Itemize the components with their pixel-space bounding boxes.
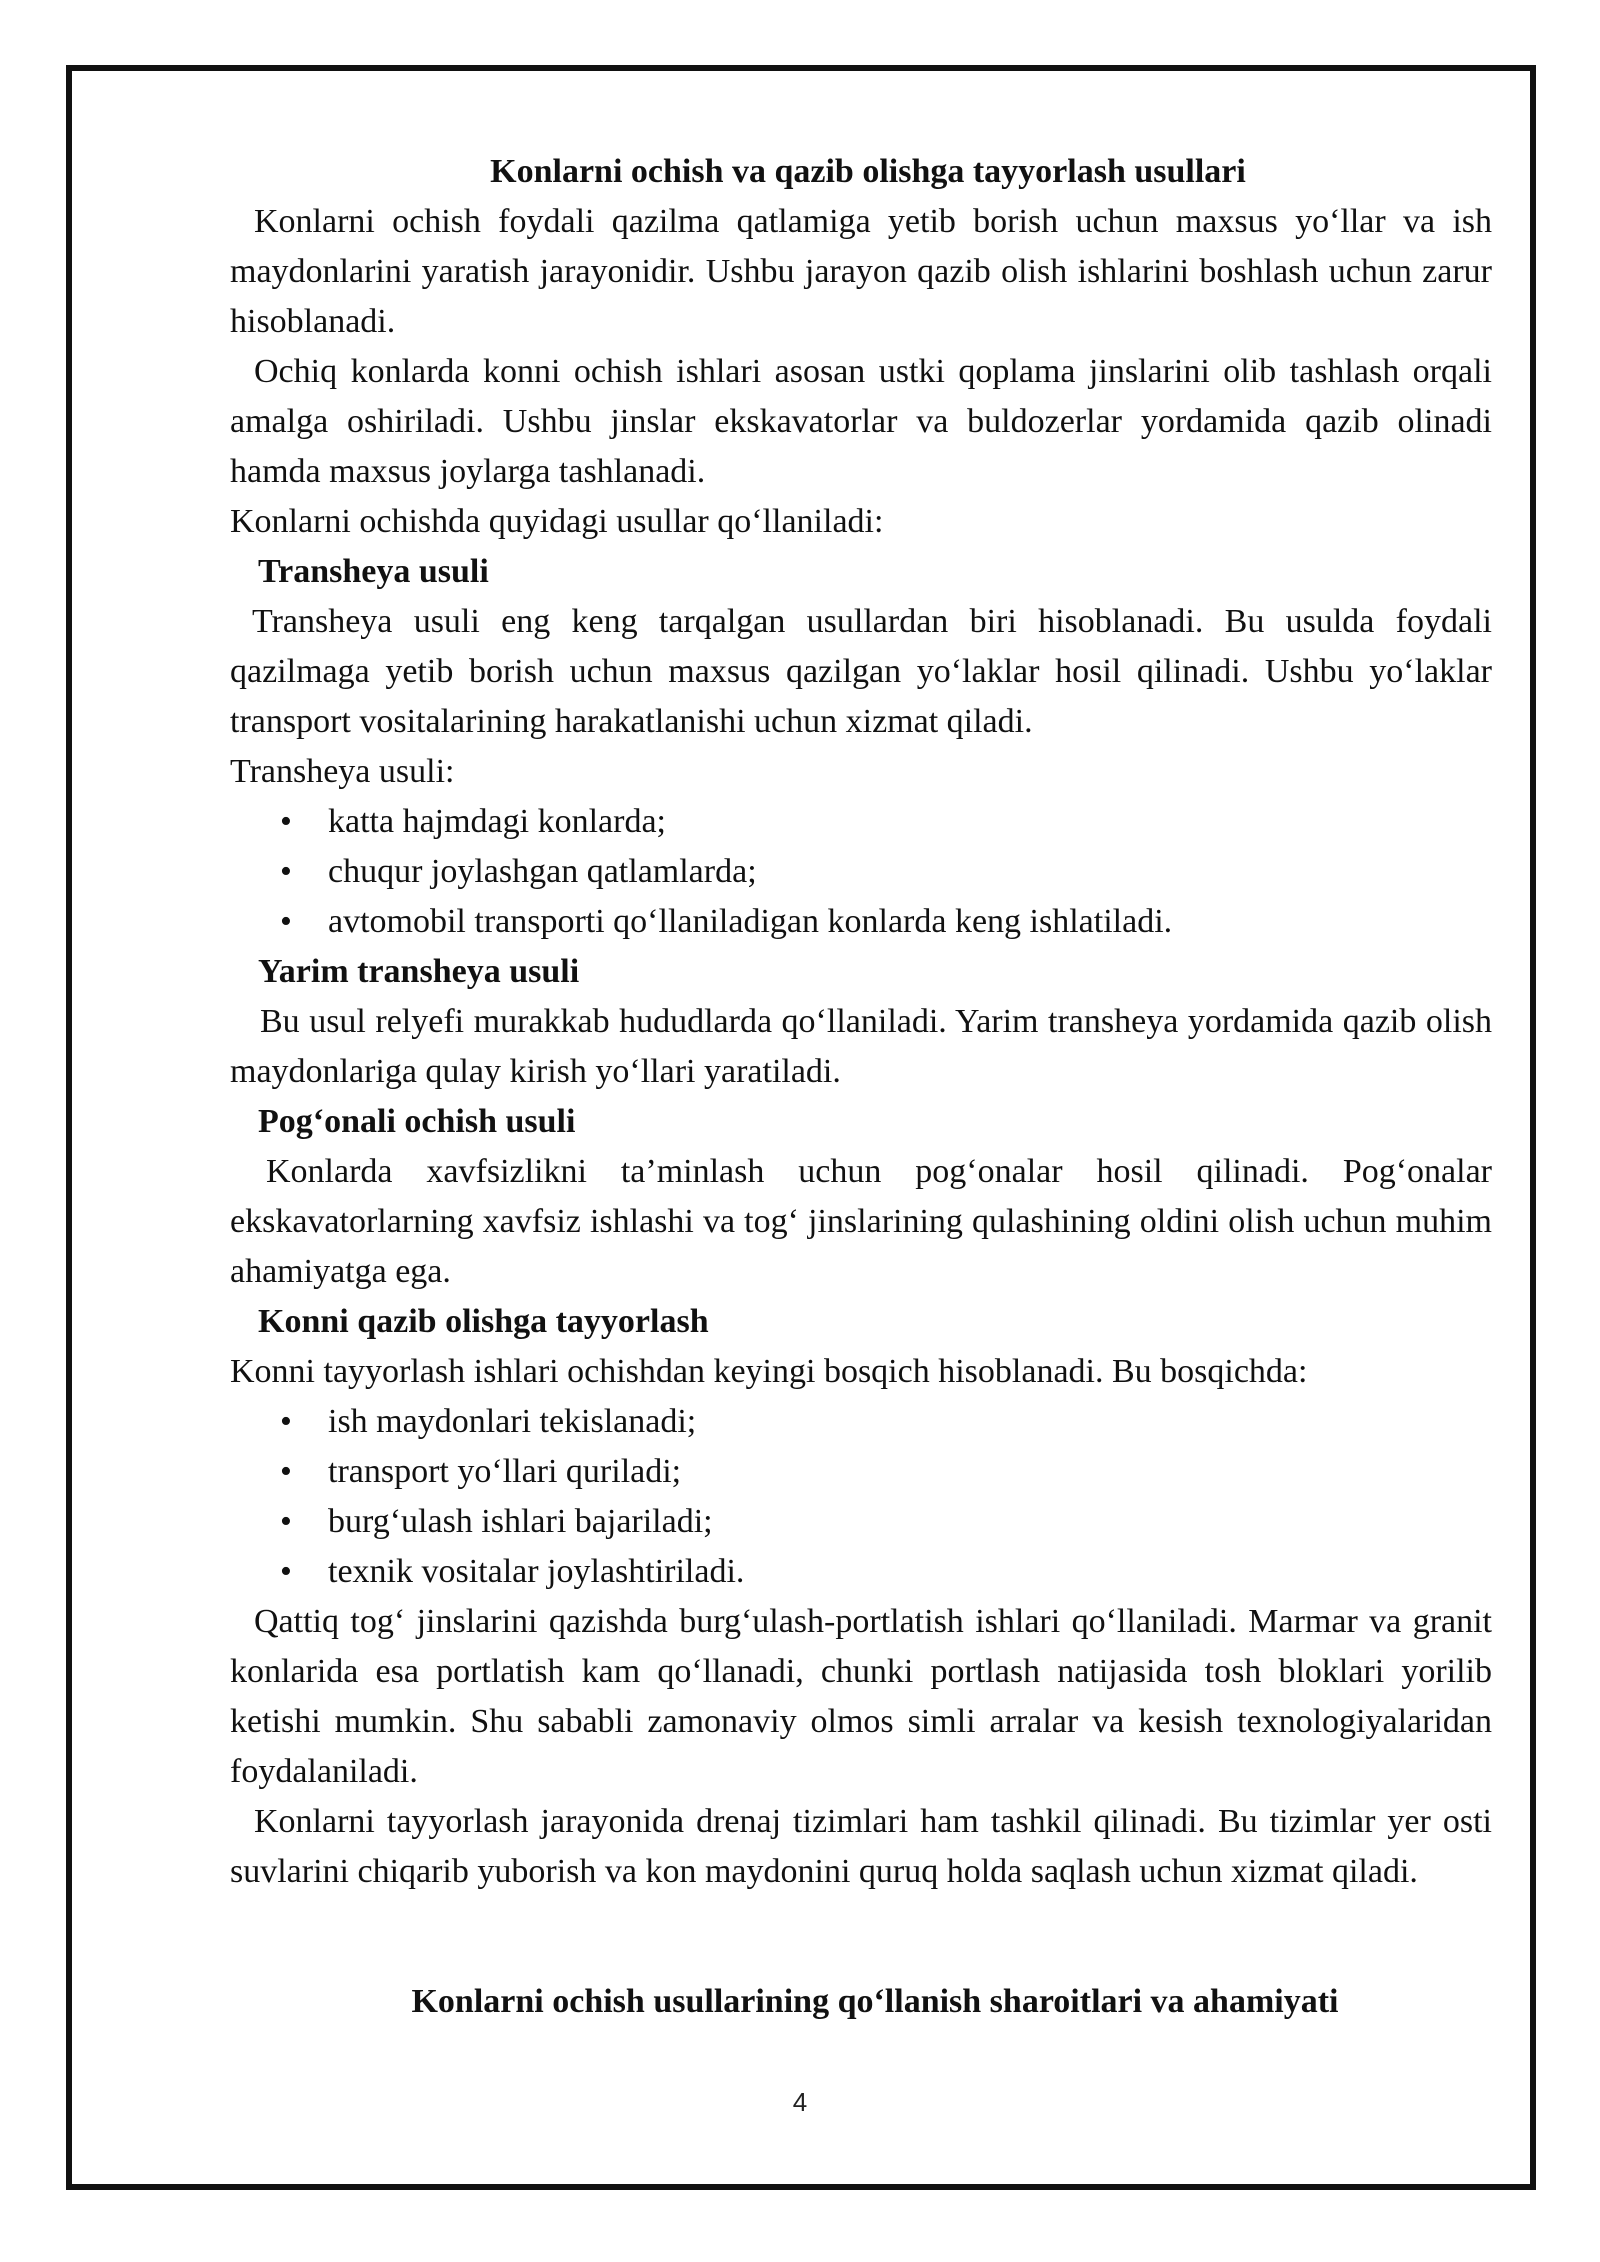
list-item [230, 1447, 1492, 1497]
list-item-text: ish maydonlari tekislanadi; [328, 1403, 697, 1440]
intro-paragraph-1: Konlarni ochish foydali qazilma qatlamiga yetib borish uchun maxsus yo‘llar va ish maydonlarini yaratish jarayonidir. Ushbu jarayon qazib olish ishlarini boshlash uchun zarur hisoblanadi. [230, 203, 1492, 340]
next-section-heading: Konlarni ochish usullarining qo‘llanish sharoitlari va ahamiyati [411, 1983, 1339, 2020]
document-body [230, 147, 1492, 2027]
bullet-icon: • [280, 1453, 292, 1490]
intro-paragraph-2: Ochiq konlarda konni ochish ishlari asosan ustki qoplama jinslarini olib tashlash orqali amalga oshiriladi. Ushbu jinslar ekskavatorlar va buldozerlar yordamida qazib olinadi hamda maxsus joylarga tashlanadi. [230, 353, 1492, 490]
bullet-icon: • [280, 1503, 292, 1540]
transheya-paragraph: Transheya usuli eng keng tarqalgan usullardan biri hisoblanadi. Bu usulda foydali qazilmaga yetib borish uchun maxsus qazilgan yo‘laklar hosil qilinadi. Ushbu yo‘laklar transport vositalarining harakatlanishi uchun xizmat qiladi. [230, 603, 1492, 740]
tayyorlash-list [230, 1397, 1492, 1597]
tayyorlash-heading: Konni qazib olishga tayyorlash [258, 1303, 709, 1340]
yarim-transheya-paragraph: Bu usul relyefi murakkab hududlarda qo‘llaniladi. Yarim transheya yordamida qazib olish maydonlariga qulay kirish yo‘llari yaratiladi. [230, 1003, 1492, 1090]
tayyorlash-intro: Konni tayyorlash ishlari ochishdan keyingi bosqich hisoblanadi. Bu bosqichda: [230, 1353, 1308, 1390]
bullet-icon: • [280, 803, 292, 840]
transheya-heading: Transheya usuli [258, 553, 489, 590]
list-item-text: chuqur joylashgan qatlamlarda; [328, 853, 757, 890]
methods-intro: Konlarni ochishda quyidagi usullar qo‘llaniladi: [230, 503, 884, 540]
list-item-text: texnik vositalar joylashtiriladi. [328, 1553, 745, 1590]
yarim-transheya-heading: Yarim transheya usuli [258, 953, 580, 990]
list-item [230, 897, 1492, 947]
bullet-icon: • [280, 1553, 292, 1590]
list-item [230, 1547, 1492, 1597]
tayyorlash-paragraph-1: Qattiq tog‘ jinslarini qazishda burg‘ulash-portlatish ishlari qo‘llaniladi. Marmar va granit konlarida esa portlatish kam qo‘llanadi, chunki portlash natijasida tosh bloklari yorilib ketishi mumkin. Shu sababli zamonaviy olmos simli arralar va kesish texnologiyalaridan foydalaniladi. [230, 1603, 1492, 1790]
bullet-icon: • [280, 1403, 292, 1440]
section-spacer [230, 1897, 1492, 1977]
list-item [230, 1397, 1492, 1447]
bullet-icon: • [280, 903, 292, 940]
transheya-list-label: Transheya usuli: [230, 753, 455, 790]
pogonali-paragraph: Konlarda xavfsizlikni ta’minlash uchun pog‘onalar hosil qilinadi. Pog‘onalar ekskavatorlarning xavfsiz ishlashi va tog‘ jinslarining qulashining oldini olish uchun muhim ahamiyatga ega. [230, 1153, 1492, 1290]
list-item-text: katta hajmdagi konlarda; [328, 803, 666, 840]
list-item-text: burg‘ulash ishlari bajariladi; [328, 1503, 713, 1540]
list-item [230, 797, 1492, 847]
list-item-text: transport yo‘llari quriladi; [328, 1453, 682, 1490]
bullet-icon: • [280, 853, 292, 890]
page-title: Konlarni ochish va qazib olishga tayyorlash usullari [490, 153, 1246, 190]
list-item [230, 1497, 1492, 1547]
pogonali-heading: Pog‘onali ochish usuli [258, 1103, 576, 1140]
tayyorlash-paragraph-2: Konlarni tayyorlash jarayonida drenaj tizimlari ham tashkil qilinadi. Bu tizimlar yer osti suvlarini chiqarib yuborish va kon maydonini quruq holda saqlash uchun xizmat qiladi. [230, 1803, 1492, 1890]
page-number: 4 [792, 2087, 808, 2117]
transheya-list [230, 797, 1492, 947]
list-item-text: avtomobil transporti qo‘llaniladigan konlarda keng ishlatiladi. [328, 903, 1173, 940]
list-item [230, 847, 1492, 897]
